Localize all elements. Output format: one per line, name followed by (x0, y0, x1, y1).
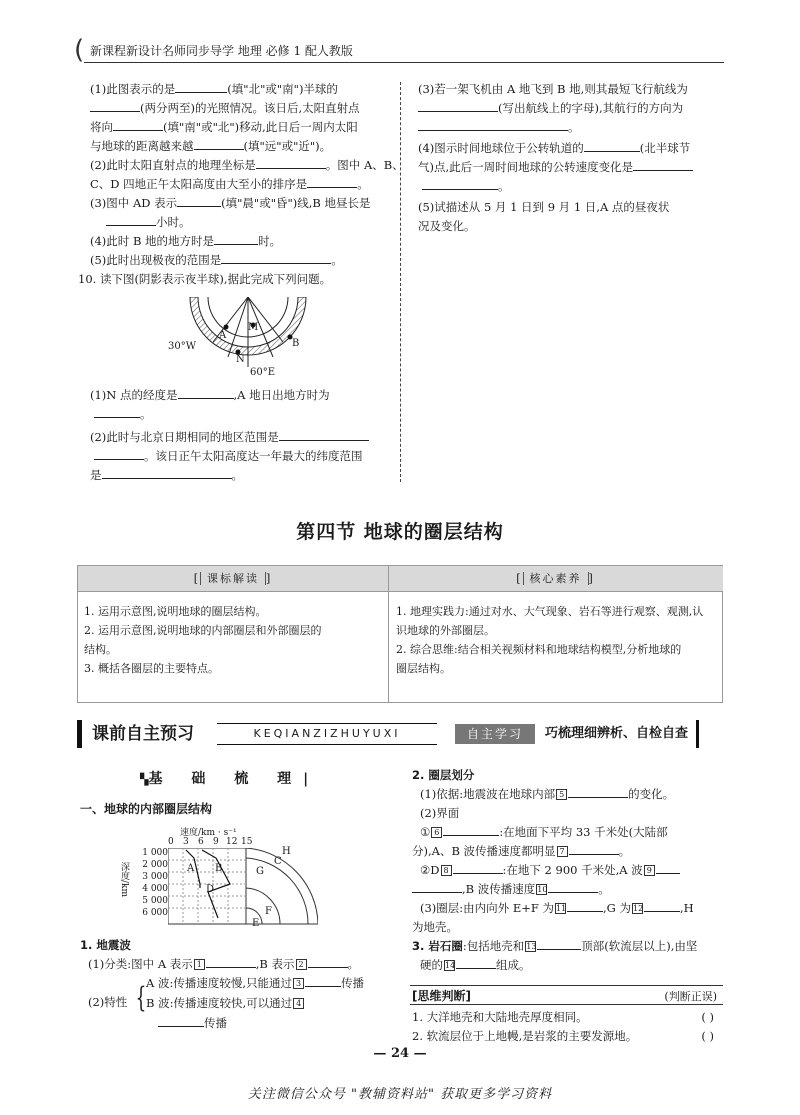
left-column: (1)此图表示的是 (填"北"或"南")半球的 (两分两至)的光照情况。该日后,太阳直射点 将向 (填"南"或"北")移动,此日后一周内太阳 与地球的距离越来越 (填"远"或"近")。 (2)此时太阳直射点的地理坐标是 。图中 A、B、 C、D 四地正午太阳高度由大至小的排序是 。 (3)图中 AD 表示 (填"晨"或"昏")线,B 地昼长是 小时。 (4)此时 B 地的地方时是 时。 (5)此时出现极夜的范围是 。 10. 读下图(阴影表示夜半球),据此完成下列问题。 (78, 82, 404, 286)
wave-b-label: B (215, 863, 223, 874)
seismic-wave-section: 1. 地震波 (1)分类:图中 A 表示 1 ,B 表示 2 。 (2)特性 { A 波:传播速度较慢,只能通过 3 传播 B 波:传播速度较快,可以通过 4 传播 (80, 938, 364, 1030)
point-a-label: A (219, 330, 227, 341)
footer-note: 关注微信公众号 "教辅资料站" 获取更多学习资料 (247, 1087, 553, 1102)
layer-division-section: 2. 圈层划分 (1)依据:地震波在地球内部 5 的变化。 (2)界面 ① 6 :在地面下平均 33 千米处(大陆部 分),A、B 波传播速度都明显 7 。 ②D 8 :在地下 2 900 千米处,A 波 9 ,B 波传播速度 10 。 (3)圈层:由内向外 E+F 为 11 ,G 为 12 ,H 为地壳。 3. 岩石圈:包括地壳和 13 顶部(软流层以上),由坚 硬的 14 组成。 (412, 768, 698, 972)
table-header-right: [ 核心素养 ] (388, 566, 723, 592)
header-rule (84, 62, 724, 63)
layer-d-label: D (206, 884, 215, 895)
basics-title: ▚基 础 梳 理| (140, 771, 309, 787)
layer-h-label: H (282, 846, 291, 857)
answer-paren-2[interactable]: ( ) (701, 1029, 714, 1043)
header-bracket: ( (74, 35, 85, 65)
layer-f-label: F (265, 906, 272, 917)
column-divider (400, 82, 401, 482)
judgment-item-1: 1. 大洋地壳和大陆地壳厚度相同。 (412, 1010, 588, 1024)
banner-pinyin: KEQIANZIZHUYUXI (217, 723, 437, 745)
wave-a-label: A (187, 863, 195, 874)
curriculum-table (77, 565, 723, 703)
table-divider (388, 566, 389, 702)
right-column: (3)若一架飞机由 A 地飞到 B 地,则其最短飞行航线为 (写出航线上的字母),其航行的方向为 。 (4)图示时间地球位于公转轨道的 (北半球节 气)点,此后一周时间地球的公转速度变化是 。 (5)试描述从 5 月 1 日到 9 月 1 日,A 点的昼夜状 况及变化。 (418, 80, 728, 236)
velocity-axis-title: 速度/km · s⁻¹ (180, 828, 237, 838)
layer-c-label: C (274, 856, 282, 867)
longitude-60e-label: 60°E (250, 367, 276, 378)
depth-ticks: 1 000 2 000 3 000 4 000 5 000 6 000 (142, 848, 168, 918)
page-number: — 24 — (373, 1046, 427, 1061)
table-header-left: [ 课标解读 ] (78, 566, 388, 592)
competency-list: 1. 地理实践力:通过对水、大气现象、岩石等进行观察、观测,认 识地球的外部圈层。 2. 综合思维:结合相关视频材料和地球结构模型,分析地球的 圈层结构。 (396, 605, 704, 675)
banner-subtitle: 巧梳理细辨析、自检自查 (545, 720, 699, 748)
section-title: 第四节 地球的圈层结构 (296, 521, 504, 543)
answer-paren-1[interactable]: ( ) (701, 1010, 714, 1024)
longitude-30w-label: 30°W (168, 341, 197, 352)
judgment-list (412, 1008, 724, 1046)
seismic-wave-chart (168, 848, 318, 928)
layer-e-label: E (252, 918, 260, 929)
judgment-title: [思维判断] (412, 989, 471, 1003)
depth-axis-title: 深度/km (119, 862, 129, 898)
inner-structure-heading: 一、地球的内部圈层结构 (80, 802, 213, 816)
preview-banner (77, 720, 723, 748)
banner-title: 课前自主预习 (77, 720, 194, 748)
layer-g-label: G (256, 866, 264, 877)
point-m-label: M (248, 322, 259, 333)
banner-tag: 自主学习 (455, 724, 535, 744)
judgment-header (410, 985, 723, 1005)
page-header: 新课程新设计名师同步导学 地理 必修 1 配人教版 (90, 44, 353, 58)
point-n-label: N (236, 354, 245, 365)
point-b-label: B (292, 338, 300, 349)
judgment-item-2: 2. 软流层位于上地幔,是岩浆的主要发源地。 (412, 1029, 638, 1043)
judgment-tag: (判断正误) (664, 990, 717, 1003)
question-10-body: (1)N 点的经度是 ,A 地日出地方时为 。 (2)此时与北京日期相同的地区范围是 。该日正午太阳高度达一年最大的纬度范围 是 。 (90, 386, 395, 485)
standards-list: 1. 运用示意图,说明地球的圈层结构。 2. 运用示意图,说明地球的内部圈层和外部圈层的 结构。 3. 概括各圈层的主要特点。 (84, 605, 322, 675)
